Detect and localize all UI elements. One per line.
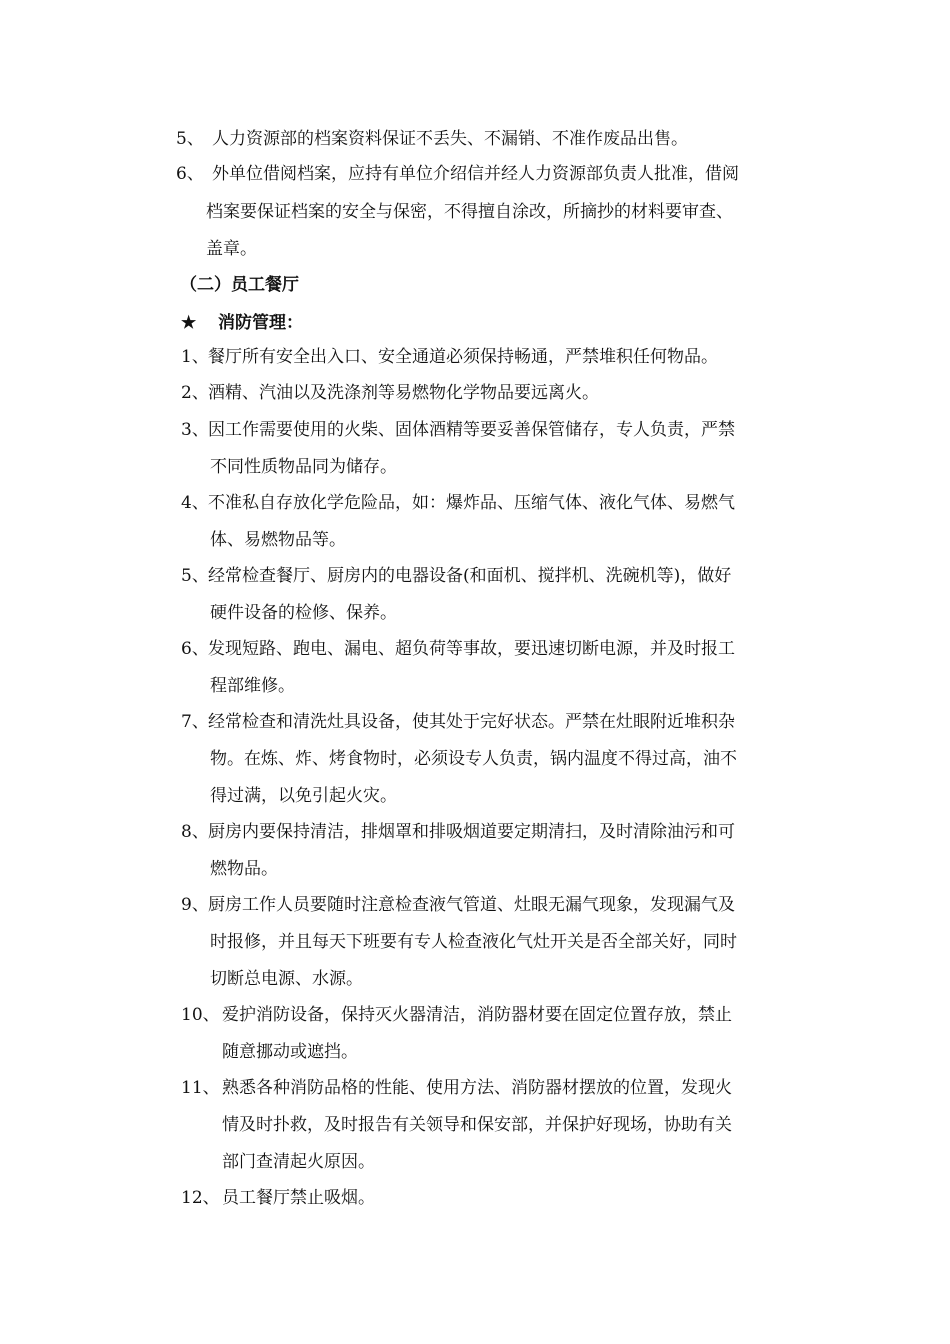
item-number: 12、 — [181, 1188, 220, 1208]
item-text: 时报修，并且每天下班要有专人检查液化气灶开关是否全部关好，同时 — [210, 932, 737, 952]
star-icon: ★ — [181, 313, 197, 333]
item-text: 不准私自存放化学危险品，如：爆炸品、压缩气体、液化气体、易燃气 — [208, 493, 735, 513]
item-number: 11、 — [181, 1078, 220, 1098]
item-number: 6、 — [176, 164, 204, 184]
item-text: 经常检查餐厅、厨房内的电器设备(和面机、搅拌机、洗碗机等)，做好 — [208, 566, 732, 586]
item-text: 熟悉各种消防品格的性能、使用方法、消防器材摆放的位置，发现火 — [222, 1078, 732, 1098]
item-number: 10、 — [181, 1005, 220, 1025]
item-text: 体、易燃物品等。 — [210, 530, 346, 550]
item-number: 5、 — [176, 129, 204, 149]
item-number: 6、 — [181, 639, 209, 659]
item-text: 餐厅所有安全出入口、安全通道必须保持畅通，严禁堆积任何物品。 — [208, 347, 718, 367]
item-number: 7、 — [181, 712, 209, 732]
item-text: 随意挪动或遮挡。 — [222, 1042, 358, 1062]
item-text: 员工餐厅禁止吸烟。 — [222, 1188, 375, 1208]
item-number: 2、 — [181, 383, 209, 403]
item-text: 厨房工作人员要随时注意检查液气管道、灶眼无漏气现象，发现漏气及 — [208, 895, 735, 915]
item-text: 经常检查和清洗灶具设备，使其处于完好状态。严禁在灶眼附近堆积杂 — [208, 712, 735, 732]
item-text: 切断总电源、水源。 — [210, 969, 363, 989]
item-text: 发现短路、跑电、漏电、超负荷等事故，要迅速切断电源，并及时报工 — [208, 639, 735, 659]
item-text: 因工作需要使用的火柴、固体酒精等要妥善保管储存，专人负责，严禁 — [208, 420, 735, 440]
subsection-title: 消防管理： — [218, 313, 303, 333]
item-number: 8、 — [181, 822, 209, 842]
item-text: 爱护消防设备，保持灭火器清洁，消防器材要在固定位置存放，禁止 — [222, 1005, 732, 1025]
item-text: 人力资源部的档案资料保证不丢失、不漏销、不准作废品出售。 — [212, 129, 688, 149]
item-text: 盖章。 — [206, 239, 257, 259]
item-text: 厨房内要保持清洁，排烟罩和排吸烟道要定期清扫，及时清除油污和可 — [208, 822, 735, 842]
item-text: 得过满，以免引起火灾。 — [210, 786, 397, 806]
item-number: 9、 — [181, 895, 209, 915]
item-text: 硬件设备的检修、保养。 — [210, 603, 397, 623]
item-text: 物。在炼、炸、烤食物时，必须设专人负责，锅内温度不得过高，油不 — [210, 749, 737, 769]
section-title: （二）员工餐厅 — [180, 275, 299, 295]
item-text: 不同性质物品同为储存。 — [210, 457, 397, 477]
item-text: 档案要保证档案的安全与保密，不得擅自涂改，所摘抄的材料要审查、 — [206, 202, 733, 222]
item-text: 情及时扑救，及时报告有关领导和保安部，并保护好现场，协助有关 — [222, 1115, 732, 1135]
item-number: 1、 — [181, 347, 209, 367]
item-number: 5、 — [181, 566, 209, 586]
item-text: 外单位借阅档案，应持有单位介绍信并经人力资源部负责人批准，借阅 — [212, 164, 739, 184]
item-text: 程部维修。 — [210, 676, 295, 696]
item-text: 酒精、汽油以及洗涤剂等易燃物化学物品要远离火。 — [208, 383, 599, 403]
item-text: 燃物品。 — [210, 859, 278, 879]
item-number: 4、 — [181, 493, 209, 513]
item-number: 3、 — [181, 420, 209, 440]
item-text: 部门查清起火原因。 — [222, 1152, 375, 1172]
